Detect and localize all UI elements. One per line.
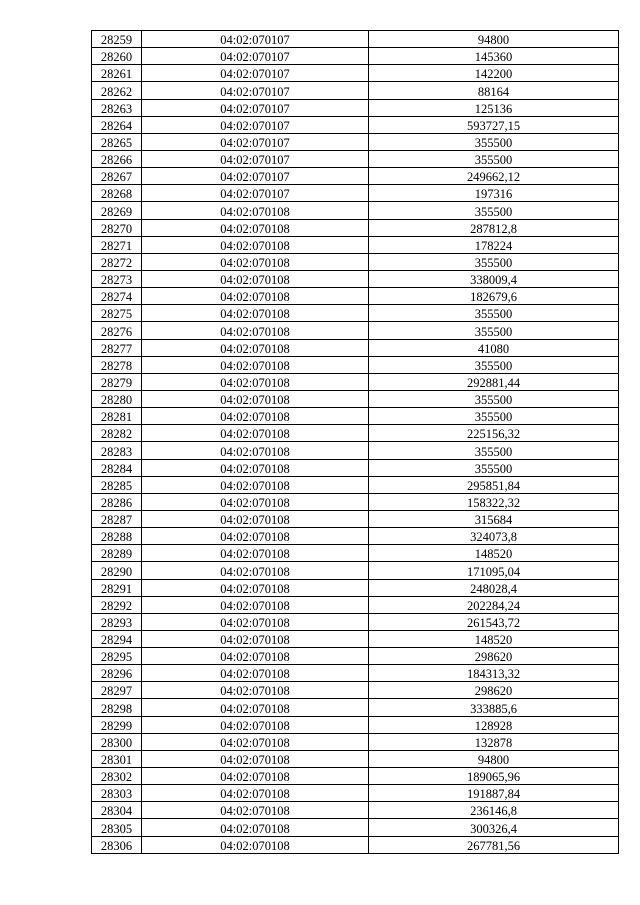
- table-row: [92, 510, 619, 527]
- row-number-cell: 28301: [92, 750, 142, 767]
- row-number-cell: 28302: [92, 768, 142, 785]
- value-cell: 298620: [369, 648, 619, 665]
- value-cell: 355500: [369, 253, 619, 270]
- cadastral-code-cell: 04:02:070108: [142, 408, 369, 425]
- table-row: [92, 270, 619, 287]
- cadastral-code-cell: 04:02:070107: [142, 116, 369, 133]
- cadastral-code-cell: 04:02:070108: [142, 236, 369, 253]
- cadastral-code-cell: 04:02:070108: [142, 836, 369, 853]
- cadastral-code-cell: 04:02:070108: [142, 613, 369, 630]
- row-number-cell: 28280: [92, 390, 142, 407]
- value-cell: 94800: [369, 750, 619, 767]
- row-number-cell: 28264: [92, 116, 142, 133]
- row-number-cell: 28290: [92, 562, 142, 579]
- cadastral-code-cell: 04:02:070108: [142, 802, 369, 819]
- cadastral-code-cell: 04:02:070108: [142, 493, 369, 510]
- cadastral-code-cell: 04:02:070108: [142, 425, 369, 442]
- table-row: [92, 785, 619, 802]
- cadastral-code-cell: 04:02:070108: [142, 390, 369, 407]
- table-row: [92, 425, 619, 442]
- row-number-cell: 28278: [92, 356, 142, 373]
- row-number-cell: 28291: [92, 579, 142, 596]
- table-row: [92, 48, 619, 65]
- cadastral-code-cell: 04:02:070108: [142, 202, 369, 219]
- value-cell: 593727,15: [369, 116, 619, 133]
- cadastral-code-cell: 04:02:070108: [142, 219, 369, 236]
- table-row: [92, 390, 619, 407]
- table-row: [92, 493, 619, 510]
- value-cell: 355500: [369, 202, 619, 219]
- table-row: [92, 836, 619, 853]
- value-cell: 178224: [369, 236, 619, 253]
- cadastral-code-cell: 04:02:070108: [142, 253, 369, 270]
- value-cell: 125136: [369, 99, 619, 116]
- table-row: [92, 802, 619, 819]
- cadastral-code-cell: 04:02:070107: [142, 168, 369, 185]
- cadastral-code-cell: 04:02:070108: [142, 528, 369, 545]
- row-number-cell: 28286: [92, 493, 142, 510]
- row-number-cell: 28288: [92, 528, 142, 545]
- table-row: [92, 819, 619, 836]
- table-row: [92, 373, 619, 390]
- value-cell: 197316: [369, 185, 619, 202]
- value-cell: 248028,4: [369, 579, 619, 596]
- row-number-cell: 28269: [92, 202, 142, 219]
- table-row: [92, 545, 619, 562]
- row-number-cell: 28295: [92, 648, 142, 665]
- row-number-cell: 28285: [92, 476, 142, 493]
- cadastral-code-cell: 04:02:070108: [142, 322, 369, 339]
- value-cell: 171095,04: [369, 562, 619, 579]
- value-cell: 355500: [369, 408, 619, 425]
- cadastral-code-cell: 04:02:070108: [142, 648, 369, 665]
- value-cell: 287812,8: [369, 219, 619, 236]
- value-cell: 261543,72: [369, 613, 619, 630]
- value-cell: 182679,6: [369, 288, 619, 305]
- row-number-cell: 28260: [92, 48, 142, 65]
- value-cell: 148520: [369, 630, 619, 647]
- cadastral-code-cell: 04:02:070108: [142, 288, 369, 305]
- table-row: [92, 750, 619, 767]
- cadastral-code-cell: 04:02:070108: [142, 819, 369, 836]
- table-row: [92, 116, 619, 133]
- value-cell: 184313,32: [369, 665, 619, 682]
- value-cell: 292881,44: [369, 373, 619, 390]
- table-row: [92, 699, 619, 716]
- value-cell: 298620: [369, 682, 619, 699]
- cadastral-code-cell: 04:02:070108: [142, 630, 369, 647]
- row-number-cell: 28275: [92, 305, 142, 322]
- row-number-cell: 28279: [92, 373, 142, 390]
- row-number-cell: 28284: [92, 459, 142, 476]
- table-row: [92, 219, 619, 236]
- value-cell: 355500: [369, 322, 619, 339]
- cadastral-code-cell: 04:02:070107: [142, 185, 369, 202]
- table-row: [92, 99, 619, 116]
- cadastral-code-cell: 04:02:070108: [142, 750, 369, 767]
- row-number-cell: 28303: [92, 785, 142, 802]
- value-cell: 267781,56: [369, 836, 619, 853]
- value-cell: 295851,84: [369, 476, 619, 493]
- row-number-cell: 28270: [92, 219, 142, 236]
- row-number-cell: 28296: [92, 665, 142, 682]
- table-row: [92, 339, 619, 356]
- cadastral-code-cell: 04:02:070108: [142, 716, 369, 733]
- cadastral-code-cell: 04:02:070108: [142, 699, 369, 716]
- value-cell: 355500: [369, 459, 619, 476]
- cadastral-code-cell: 04:02:070108: [142, 510, 369, 527]
- table-row: [92, 408, 619, 425]
- value-cell: 189065,96: [369, 768, 619, 785]
- cadastral-code-cell: 04:02:070108: [142, 339, 369, 356]
- table-body: [92, 31, 619, 854]
- table-row: [92, 305, 619, 322]
- table-row: [92, 665, 619, 682]
- value-cell: 324073,8: [369, 528, 619, 545]
- row-number-cell: 28298: [92, 699, 142, 716]
- cadastral-code-cell: 04:02:070108: [142, 682, 369, 699]
- value-cell: 148520: [369, 545, 619, 562]
- row-number-cell: 28272: [92, 253, 142, 270]
- row-number-cell: 28259: [92, 31, 142, 48]
- row-number-cell: 28306: [92, 836, 142, 853]
- cadastral-code-cell: 04:02:070108: [142, 356, 369, 373]
- value-cell: 300326,4: [369, 819, 619, 836]
- table-row: [92, 768, 619, 785]
- cadastral-code-cell: 04:02:070108: [142, 579, 369, 596]
- row-number-cell: 28282: [92, 425, 142, 442]
- row-number-cell: 28276: [92, 322, 142, 339]
- row-number-cell: 28265: [92, 133, 142, 150]
- row-number-cell: 28273: [92, 270, 142, 287]
- value-cell: 225156,32: [369, 425, 619, 442]
- row-number-cell: 28262: [92, 82, 142, 99]
- value-cell: 158322,32: [369, 493, 619, 510]
- row-number-cell: 28299: [92, 716, 142, 733]
- value-cell: 88164: [369, 82, 619, 99]
- row-number-cell: 28293: [92, 613, 142, 630]
- cadastral-code-cell: 04:02:070108: [142, 545, 369, 562]
- cadastral-code-cell: 04:02:070108: [142, 733, 369, 750]
- table-row: [92, 630, 619, 647]
- cadastral-code-cell: 04:02:070107: [142, 48, 369, 65]
- table-row: [92, 253, 619, 270]
- row-number-cell: 28268: [92, 185, 142, 202]
- value-cell: 315684: [369, 510, 619, 527]
- data-table: [91, 30, 619, 854]
- value-cell: 338009,4: [369, 270, 619, 287]
- value-cell: 355500: [369, 133, 619, 150]
- cadastral-code-cell: 04:02:070107: [142, 65, 369, 82]
- cadastral-code-cell: 04:02:070108: [142, 373, 369, 390]
- table-row: [92, 476, 619, 493]
- cadastral-code-cell: 04:02:070107: [142, 99, 369, 116]
- value-cell: 355500: [369, 356, 619, 373]
- table-row: [92, 31, 619, 48]
- table-row: [92, 168, 619, 185]
- value-cell: 355500: [369, 442, 619, 459]
- row-number-cell: 28304: [92, 802, 142, 819]
- row-number-cell: 28267: [92, 168, 142, 185]
- table-row: [92, 322, 619, 339]
- row-number-cell: 28271: [92, 236, 142, 253]
- row-number-cell: 28300: [92, 733, 142, 750]
- cadastral-code-cell: 04:02:070108: [142, 562, 369, 579]
- table-row: [92, 82, 619, 99]
- table-row: [92, 442, 619, 459]
- cadastral-code-cell: 04:02:070108: [142, 596, 369, 613]
- row-number-cell: 28289: [92, 545, 142, 562]
- table-row: [92, 596, 619, 613]
- table-row: [92, 202, 619, 219]
- table-row: [92, 648, 619, 665]
- cadastral-code-cell: 04:02:070107: [142, 133, 369, 150]
- table-row: [92, 733, 619, 750]
- cadastral-code-cell: 04:02:070108: [142, 476, 369, 493]
- cadastral-code-cell: 04:02:070107: [142, 82, 369, 99]
- cadastral-code-cell: 04:02:070108: [142, 768, 369, 785]
- value-cell: 145360: [369, 48, 619, 65]
- value-cell: 94800: [369, 31, 619, 48]
- value-cell: 249662,12: [369, 168, 619, 185]
- value-cell: 41080: [369, 339, 619, 356]
- table-row: [92, 65, 619, 82]
- table-row: [92, 562, 619, 579]
- cadastral-code-cell: 04:02:070108: [142, 270, 369, 287]
- cadastral-code-cell: 04:02:070108: [142, 665, 369, 682]
- table-row: [92, 236, 619, 253]
- table-row: [92, 528, 619, 545]
- row-number-cell: 28283: [92, 442, 142, 459]
- row-number-cell: 28287: [92, 510, 142, 527]
- table-row: [92, 579, 619, 596]
- cadastral-code-cell: 04:02:070108: [142, 442, 369, 459]
- cadastral-code-cell: 04:02:070107: [142, 150, 369, 167]
- value-cell: 236146,8: [369, 802, 619, 819]
- table-row: [92, 356, 619, 373]
- row-number-cell: 28281: [92, 408, 142, 425]
- value-cell: 132878: [369, 733, 619, 750]
- table-row: [92, 716, 619, 733]
- cadastral-code-cell: 04:02:070108: [142, 305, 369, 322]
- row-number-cell: 28305: [92, 819, 142, 836]
- table-row: [92, 459, 619, 476]
- value-cell: 142200: [369, 65, 619, 82]
- row-number-cell: 28263: [92, 99, 142, 116]
- table-row: [92, 133, 619, 150]
- table-row: [92, 613, 619, 630]
- value-cell: 202284,24: [369, 596, 619, 613]
- table-row: [92, 150, 619, 167]
- cadastral-code-cell: 04:02:070107: [142, 31, 369, 48]
- row-number-cell: 28274: [92, 288, 142, 305]
- table-row: [92, 185, 619, 202]
- row-number-cell: 28297: [92, 682, 142, 699]
- row-number-cell: 28266: [92, 150, 142, 167]
- cadastral-code-cell: 04:02:070108: [142, 785, 369, 802]
- value-cell: 128928: [369, 716, 619, 733]
- value-cell: 333885,6: [369, 699, 619, 716]
- table-row: [92, 682, 619, 699]
- cadastral-code-cell: 04:02:070108: [142, 459, 369, 476]
- row-number-cell: 28277: [92, 339, 142, 356]
- table-row: [92, 288, 619, 305]
- value-cell: 355500: [369, 390, 619, 407]
- value-cell: 191887,84: [369, 785, 619, 802]
- row-number-cell: 28294: [92, 630, 142, 647]
- value-cell: 355500: [369, 150, 619, 167]
- row-number-cell: 28261: [92, 65, 142, 82]
- row-number-cell: 28292: [92, 596, 142, 613]
- value-cell: 355500: [369, 305, 619, 322]
